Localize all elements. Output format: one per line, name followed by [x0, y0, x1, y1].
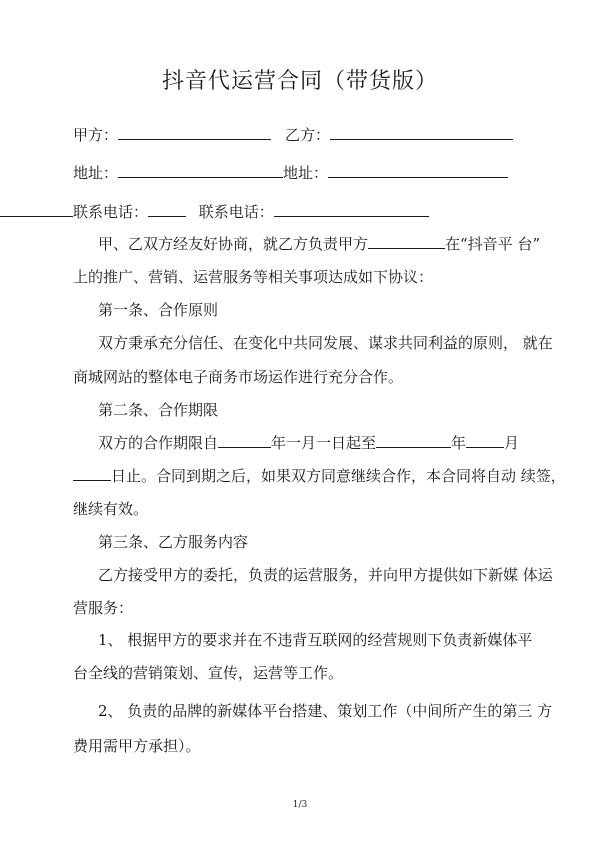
intro-text-b: 在“抖音平 台”: [445, 235, 541, 253]
phone-a-pre-blank[interactable]: [0, 201, 73, 217]
address-a-row: [73, 162, 283, 183]
address-b-label: 地址：: [283, 164, 329, 182]
page-number: 1/3: [292, 800, 308, 810]
term-text-a: 双方的合作期限自: [98, 434, 219, 452]
party-a-label: 甲方：: [73, 126, 119, 144]
page-title: 抖音代运营合同（带货版）: [161, 69, 438, 94]
article-3-heading: 第三条、乙方服务内容: [98, 533, 249, 551]
term-end-month-blank[interactable]: [466, 432, 504, 448]
article-1-line-2: 商城网站的整体电子商务市场运作进行充分合作。: [73, 368, 404, 386]
phone-b-blank[interactable]: [274, 201, 429, 217]
article-2-line-3: 继续有效。: [73, 500, 149, 518]
term-text-d: 月: [504, 434, 520, 452]
intro-blank[interactable]: [368, 233, 445, 249]
phone-b-label: 联系电话：: [198, 203, 274, 221]
article-2-line-1: [98, 432, 519, 453]
article-1-line-1: 双方秉承充分信任、在变化中共同发展、谋求共同利益的原则， 就在: [98, 334, 553, 352]
intro-line-2: 上的推广、营销、运营服务等相关事项达成如下协议：: [73, 268, 434, 286]
term-start-year-blank[interactable]: [218, 432, 271, 448]
article-3-line-1: 乙方接受甲方的委托，负责的运营服务，并向甲方提供如下新媒 体运: [98, 566, 553, 584]
article-1-heading: 第一条、合作原则: [98, 301, 219, 319]
term-end-day-blank[interactable]: [73, 465, 111, 481]
term-text-c: 年: [451, 434, 467, 452]
party-b-label: 乙方：: [285, 126, 331, 144]
intro-line-1: [98, 233, 540, 254]
address-a-blank[interactable]: [118, 162, 283, 178]
address-b-row: [283, 162, 508, 183]
phone-a-label: 联系电话：: [73, 203, 149, 221]
party-b-row: [285, 124, 513, 145]
party-a-row: [73, 124, 271, 145]
service-item-2-line-2: 费用需甲方承担）。: [73, 737, 201, 755]
service-item-1-line-1: 1、 根据甲方的要求并在不违背互联网的经营规则下负责新媒体平: [98, 631, 533, 649]
service-item-1-line-2: 台全线的营销策划、宣传，运营等工作。: [73, 664, 344, 682]
phone-a-blank[interactable]: [148, 201, 186, 217]
term-end-year-blank[interactable]: [376, 432, 451, 448]
party-a-blank[interactable]: [118, 124, 271, 140]
term-text-e: 日止。合同到期之后，如果双方同意继续合作，本合同将自动 续签，: [111, 467, 566, 485]
service-item-2-line-1: 2、 负责的品牌的新媒体平台搭建、策划工作（中间所产生的第三 方: [98, 702, 553, 720]
article-2-line-2: [73, 465, 566, 486]
term-text-b: 年一月一日起至: [271, 434, 377, 452]
party-b-blank[interactable]: [330, 124, 513, 140]
address-b-blank[interactable]: [328, 162, 508, 178]
phone-row: [0, 201, 429, 222]
intro-text-a: 甲、乙双方经友好协商，就乙方负责甲方: [98, 235, 369, 253]
address-a-label: 地址：: [73, 164, 119, 182]
article-2-heading: 第二条、合作期限: [98, 401, 219, 419]
article-3-line-2: 营服务：: [73, 599, 134, 617]
